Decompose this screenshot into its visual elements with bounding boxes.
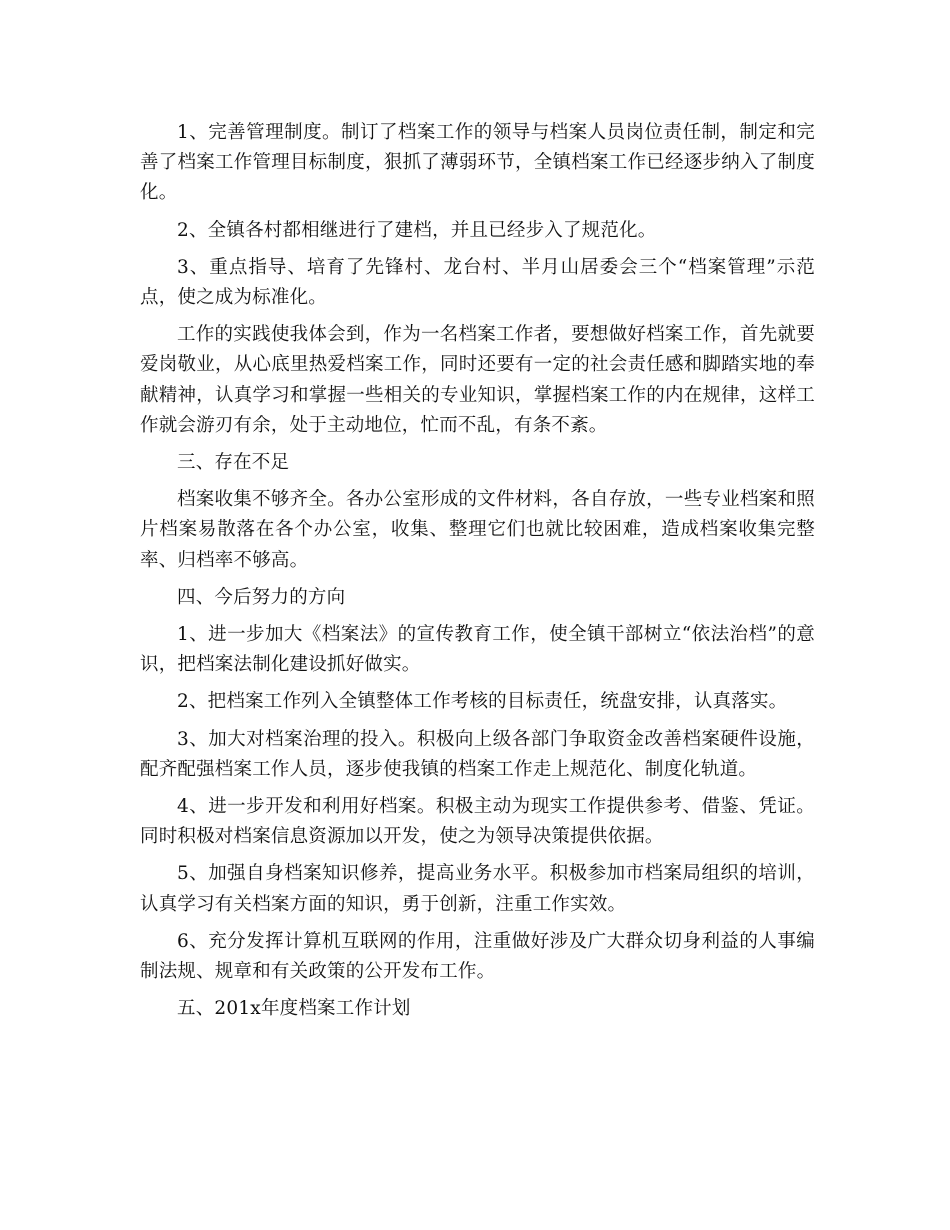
direction-item-3: 3、加大对档案治理的投入。积极向上级各部门争取资金改善档案硬件设施，配齐配强档案工作人员，逐步使我镇的档案工作走上规范化、制度化轨道。 xyxy=(140,728,815,780)
section-heading-shortcomings: 三、存在不足 xyxy=(177,452,290,474)
direction-item-5: 5、加强自身档案知识修养，提高业务水平。积极参加市档案局组织的培训，认真学习有关档案方面的知识，勇于创新，注重工作实效。 xyxy=(140,863,815,915)
direction-item-4: 4、进一步开发和利用好档案。积极主动为现实工作提供参考、借鉴、凭证。同时积极对档案信息资源加以开发，使之为领导决策提供依据。 xyxy=(140,796,815,848)
paragraph-item-3: 3、重点指导、培育了先锋村、龙台村、半月山居委会三个“档案管理”示范点，使之成为标准化。 xyxy=(140,256,815,309)
paragraph-shortcomings: 档案收集不够齐全。各办公室形成的文件材料，各自存放，一些专业档案和照片档案易散落在各个办公室，收集、整理它们也就比较困难，造成档案收集完整率、归档率不够高。 xyxy=(140,489,815,571)
document-body xyxy=(140,118,815,1031)
section-heading-future-direction: 四、今后努力的方向 xyxy=(177,586,346,608)
direction-item-2: 2、把档案工作列入全镇整体工作考核的目标责任，统盘安排，认真落实。 xyxy=(177,691,788,713)
section-heading-annual-plan: 五、201x年度档案工作计划 xyxy=(177,998,411,1020)
direction-item-1: 1、进一步加大《档案法》的宣传教育工作，使全镇干部树立“依法治档”的意识，把档案法制化建设抓好做实。 xyxy=(140,624,815,676)
paragraph-item-2: 2、全镇各村都相继进行了建档，并且已经步入了规范化。 xyxy=(177,219,657,241)
direction-item-6: 6、充分发挥计算机互联网的作用，注重做好涉及广大群众切身利益的人事编制法规、规章和有关政策的公开发布工作。 xyxy=(140,930,815,983)
paragraph-item-1: 1、完善管理制度。制订了档案工作的领导与档案人员岗位责任制，制定和完善了档案工作管理目标制度，狠抓了薄弱环节，全镇档案工作已经逐步纳入了制度化。 xyxy=(140,122,815,204)
paragraph-experience: 工作的实践使我体会到，作为一名档案工作者，要想做好档案工作，首先就要爱岗敬业，从心底里热爱档案工作，同时还要有一定的社会责任感和脚踏实地的奉献精神，认真学习和掌握一些相关的专业知识，掌握档案工作的内在规律，这样工作就会游刃有余，处于主动地位，忙而不乱，有条不紊。 xyxy=(140,324,815,436)
